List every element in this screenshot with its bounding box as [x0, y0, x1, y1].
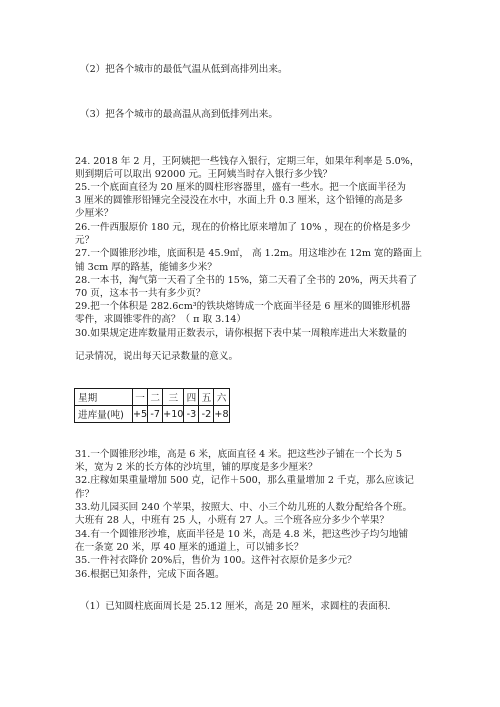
problem-28-line-2: 70 页，这本书一共有多少页？	[75, 288, 206, 299]
problem-27-line-1: 27.一个圆锥形沙堆，底面积是 45.9㎡， 高 1.2m。用这堆沙在 12m 宽的路面上	[75, 248, 422, 259]
question-36-1-line-1: （1）已知圆柱底面周长是 25.12 厘米，高是 20 厘米，求圆柱的表面积.	[80, 601, 391, 612]
problem-29-line-1: 29.把一个体积是 282.6cm³的铁块熔铸成一个底面半径是 6 厘米的圆锥形机器	[75, 301, 411, 312]
problem-24-line-1: 24. 2018 年 2 月，王阿姨把一些钱存入银行，定期三年，如果年利率是 5.0%，	[75, 156, 420, 167]
grain-record-table	[74, 388, 230, 423]
problem-31-line-1: 31.一个圆锥形沙堆，高是 6 米，底面直径 4 米。把这些沙子铺在一个长为 5	[75, 449, 403, 460]
problem-25-line-1: 25.一个底面直径为 20 厘米的圆柱形容器里，盛有一些水。把一个底面半径为	[75, 182, 406, 193]
problem-26-line-1: 26.一件西服原价 180 元，现在的价格比原来增加了 10% ，现在的价格是多少	[75, 222, 411, 233]
problem-34-line-2: 在一条宽 20 米，厚 40 厘米的通道上，可以铺多长？	[75, 542, 304, 553]
day-cell: 三	[163, 389, 184, 406]
problem-30-line-2: 记录情况，说出每天记录数量的意义。	[75, 351, 239, 362]
value-cell: -7	[148, 406, 163, 423]
value-cell: -2	[199, 406, 214, 423]
question-3-line-1: （3）把各个城市的最高温从高到低排列出来。	[80, 109, 278, 120]
problem-28-line-1: 28.一本书，淘气第一天看了全书的 15%，第二天看了全书的 20%，两天共看了	[75, 275, 418, 286]
value-cell: +8	[214, 406, 229, 423]
problem-33-line-2: 大班有 28 人，中班有 25 人，小班有 27 人。三个班各应分多少个苹果？	[75, 515, 389, 526]
problem-29-line-2: 零件，求圆锥零件的高？（ π 取 3.14）	[75, 314, 247, 325]
table-value-row	[75, 406, 230, 423]
problem-25-line-3: 少厘米？	[75, 208, 114, 219]
problem-31-line-2: 米，宽为 2 米的长方体的沙坑里，铺的厚度是多少厘米？	[75, 462, 318, 473]
problem-35-line-1: 35.一件衬衣降价 20%后，售价为 100。这件衬衣原价是多少元？	[75, 555, 357, 566]
problem-25-line-2: 3 厘米的圆锥形铅锤完全浸没在水中，水面上升 0.3 厘米，这个铅锤的高是多	[75, 195, 403, 206]
weekday-header-cell: 星期	[75, 389, 133, 406]
value-cell: +10	[163, 406, 184, 423]
stock-label-cell: 进库量(吨)	[75, 406, 133, 423]
table-header-row	[75, 389, 230, 406]
problem-30-line-1: 30.如果规定进库数量用正数表示，请你根据下表中某一周粮库进出大米数量的	[75, 328, 407, 339]
day-cell: 二	[148, 389, 163, 406]
value-cell: -3	[184, 406, 199, 423]
problem-33-line-1: 33.幼儿园买回 240 个苹果，按照大、中、小三个幼儿班的人数分配给各个班。	[75, 502, 413, 513]
day-cell: 四	[184, 389, 199, 406]
problem-32-line-2: 作？	[75, 489, 95, 500]
day-cell: 五	[199, 389, 214, 406]
problem-36-line-1: 36.根据已知条件，完成下面各题。	[75, 569, 225, 580]
question-2-line-1: （2）把各个城市的最低气温从低到高排列出来。	[80, 64, 288, 75]
problem-26-line-2: 元？	[75, 235, 95, 246]
problem-34-line-1: 34.有一个圆锥形沙堆，底面半径是 10 米，高是 4.8 米，把这些沙子均匀地铺	[75, 529, 409, 540]
value-cell: +5	[133, 406, 148, 423]
day-cell: 一	[133, 389, 148, 406]
problem-27-line-2: 铺 3cm 厚的路基，能铺多少米？	[75, 262, 217, 273]
problem-24-line-2: 则到期后可以取出 92000 元。王阿姨当时存入银行多少钱？	[75, 169, 333, 180]
problem-32-line-1: 32.庄稼如果重量增加 500 克，记作＋500，那么重量增加 2 千克，那么应该记	[75, 475, 414, 486]
day-cell: 六	[214, 389, 229, 406]
